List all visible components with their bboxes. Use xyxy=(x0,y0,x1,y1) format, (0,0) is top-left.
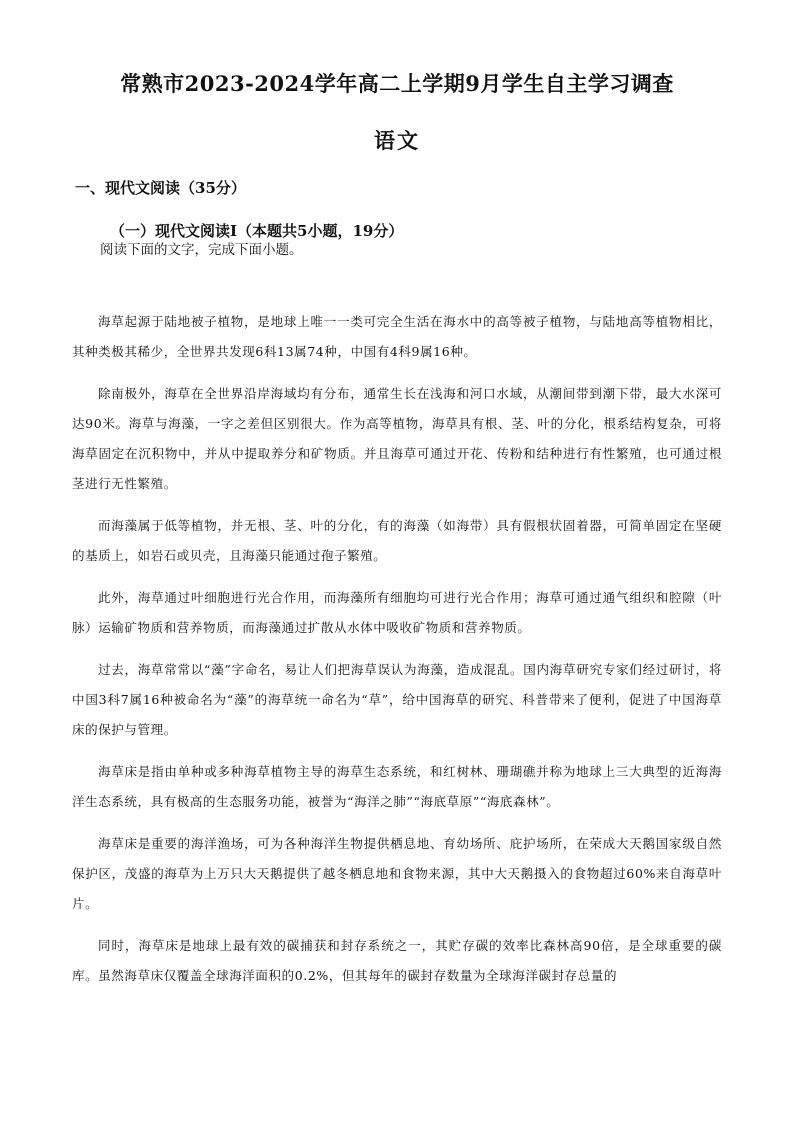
reading-passage xyxy=(72,307,722,1003)
passage-paragraph: 海草床是指由单种或多种海草植物主导的海草生态系统，和红树林、珊瑚礁并称为地球上三大典型的近海海洋生态系统，具有极高的生态服务功能，被誉为“海洋之肺”“海底草原”“海底森林”。 xyxy=(72,764,722,809)
passage-paragraph: 过去，海草常常以“藻”字命名，易让人们把海草误认为海藻，造成混乱。国内海草研究专家们经过研讨，将中国3科7属16种被命名为“藻”的海草统一命名为“草”，给中国海草的研究、科普带来了便利，促进了中国海草床的保护与管理。 xyxy=(72,662,722,737)
passage-paragraph: 海草床是重要的海洋渔场，可为各种海洋生物提供栖息地、育幼场所、庇护场所，在荣成大天鹅国家级自然保护区，茂盛的海草为上万只大天鹅提供了越冬栖息地和食物来源，其中大天鹅摄入的食物超过60%来自海草叶片。 xyxy=(72,836,722,911)
sub-section-heading: （一）现代文阅读Ⅰ（本题共5小题，19分） xyxy=(110,222,404,240)
subject-title: 语文 xyxy=(374,128,420,153)
section-heading: 一、现代文阅读（35分） xyxy=(75,179,246,197)
document-title: 常熟市2023-2024学年高二上学期9月学生自主学习调查 xyxy=(120,71,674,96)
passage-paragraph: 海草起源于陆地被子植物，是地球上唯一一类可完全生活在海水中的高等被子植物，与陆地高等植物相比，其种类极其稀少，全世界共发现6科13属74种，中国有4科9属16种。 xyxy=(72,314,722,359)
passage-paragraph: 除南极外，海草在全世界沿岸海域均有分布，通常生长在浅海和河口水域，从潮间带到潮下带，最大水深可达90米。海草与海藻，一字之差但区别很大。作为高等植物，海草具有根、茎、叶的分化，根系结构复杂，可将海草固定在沉积物中，并从中提取养分和矿物质。并且海草可通过开花、传粉和结种进行有性繁殖，也可通过根茎进行无性繁殖。 xyxy=(72,386,722,491)
passage-paragraph: 此外，海草通过叶细胞进行光合作用，而海藻所有细胞均可进行光合作用；海草可通过通气组织和腔隙（叶脉）运输矿物质和营养物质，而海藻通过扩散从水体中吸收矿物质和营养物质。 xyxy=(72,590,722,635)
passage-paragraph: 同时，海草床是地球上最有效的碳捕获和封存系统之一，其贮存碳的效率比森林高90倍，是全球重要的碳库。虽然海草床仅覆盖全球海洋面积的0.2%，但其每年的碳封存数量为全球海洋碳封存总量的 xyxy=(72,938,722,983)
passage-paragraph: 而海藻属于低等植物，并无根、茎、叶的分化，有的海藻（如海带）具有假根状固着器，可简单固定在坚硬的基质上，如岩石或贝壳，且海藻只能通过孢子繁殖。 xyxy=(72,518,722,563)
reading-instruction: 阅读下面的文字，完成下面小题。 xyxy=(100,242,303,258)
